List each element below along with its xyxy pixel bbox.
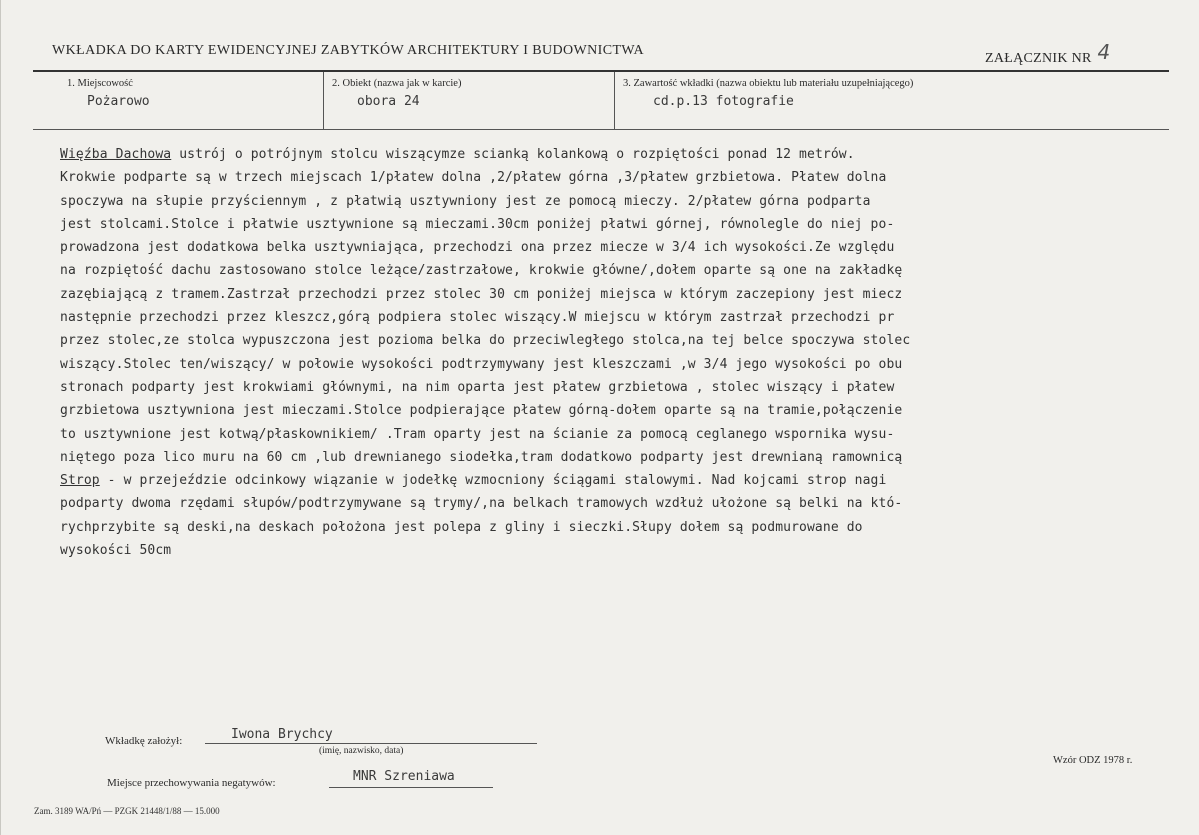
description-text — [60, 143, 1160, 562]
appendix-number: 4 — [1097, 40, 1111, 64]
text-line: Krokwie podparte są w trzech miejscach 1/płatew dolna ,2/płatew górna ,3/płatew grzbietowa. Płatew dolna — [60, 170, 887, 186]
text-line: podparty dwoma rzędami słupów/podtrzymywane są trymy/,na belkach tramowych wzdłuż ułożone są belki na któ- — [60, 496, 903, 512]
text-line: zazębiającą z tramem.Zastrzał przechodzi przez stolec 30 cm poniżej miejsca w którym zaczepiony jest miecz — [60, 286, 903, 302]
appendix-label — [985, 40, 1111, 67]
locality-value: Pożarowo — [87, 94, 150, 109]
locality-label: 1. Miejscowość — [67, 78, 133, 89]
field-divider-1 — [323, 72, 324, 129]
text-line: stronach podparty jest krokwiami głównymi, na nim oparta jest płatew grzbietowa , stolec wiszący i płatew — [60, 379, 895, 395]
text-line: rychprzybite są deski,na deskach położona jest polepa z gliny i sieczki.Słupy dołem są podmurowane do — [60, 519, 863, 535]
object-label: 2. Obiekt (nazwa jak w karcie) — [332, 78, 462, 89]
appendix-label-text: ZAŁĄCZNIK NR — [985, 51, 1092, 66]
negatives-line — [329, 787, 493, 788]
negatives-label: Miejsce przechowywania negatywów: — [107, 777, 276, 789]
text-line: wiszący.Stolec ten/wiszący/ w połowie wysokości podtrzymywany jest kleszczami ,w 3/4 jego wysokości po obu — [60, 356, 903, 372]
header-top-rule — [33, 70, 1169, 72]
text-line: to usztywnione jest kotwą/płaskownikiem/ .Tram oparty jest na ścianie za pomocą ceglanego wspornika wysu- — [60, 426, 895, 442]
text-line: wysokości 50cm — [60, 543, 172, 559]
text-line: niętego poza lico muru na 60 cm ,lub drewnianego siodełka,tram dodatkowo podparty jest drewnianą ramownicą — [60, 449, 903, 465]
document-title: WKŁADKA DO KARTY EWIDENCYJNEJ ZABYTKÓW ARCHITEKTURY I BUDOWNICTWA — [52, 43, 644, 58]
text-line: na rozpiętość dachu zastosowano stolce leżące/zastrzałowe, krokwie główne/,dołem oparte są one na zakładkę — [60, 263, 903, 279]
created-by-hint: (imię, nazwisko, data) — [319, 746, 404, 756]
created-by-line — [205, 743, 537, 744]
text-line: przez stolec,ze stolca wypuszczona jest pozioma belka do przeciwległego stolca,na tej belce spoczywa stolec — [60, 333, 911, 349]
text-line: spoczywa na słupie przyściennym , z płatwią usztywniony jest ze pomocą mieczy. 2/płatew górna podparta — [60, 193, 871, 209]
created-by-label: Wkładkę założył: — [105, 735, 183, 747]
text-line: prowadzona jest dodatkowa belka usztywniająca, przechodzi ona przez miecze w 3/4 ich wysokości.Ze względu — [60, 240, 895, 256]
roof-truss-heading: Więźba Dachowa — [60, 147, 172, 162]
text-line: następnie przechodzi przez kleszcz,górą podpiera stolec wiszący.W miejscu w którym zastrzał przechodzi pr — [60, 310, 895, 326]
object-value: obora 24 — [357, 94, 420, 109]
ceiling-heading: Strop — [60, 473, 100, 489]
field-divider-2 — [614, 72, 615, 129]
contents-label: 3. Zawartość wkładki (nazwa obiektu lub materiału uzupełniającego) — [623, 78, 914, 89]
text-line: ustrój o potrójnym stolcu wiszącymze scianką kolankową o rozpiętości ponad 12 metrów. — [171, 147, 855, 162]
text-line: jest stolcami.Stolce i płatwie usztywnione są mieczami.30cm poniżej płatwi górnej, równolegle do niej po- — [60, 216, 895, 232]
header-bottom-rule — [33, 129, 1169, 130]
print-code: Zam. 3189 WA/Pń — PZGK 21448/1/88 — 15.000 — [34, 806, 220, 816]
created-by-value: Iwona Brychcy — [231, 727, 333, 742]
text-line: - w przejeździe odcinkowy wiązanie w jodełkę wzmocniony ściągami stalowymi. Nad kojcami strop nagi — [99, 473, 887, 489]
negatives-value: MNR Szreniawa — [353, 769, 455, 784]
form-version: Wzór ODZ 1978 r. — [1053, 755, 1133, 766]
contents-value: cd.p.13 fotografie — [653, 94, 794, 109]
text-line: grzbietowa usztywniona jest mieczami.Stolce podpierające płatew górną-dołem oparte są na tramie,połączenie — [60, 403, 903, 419]
